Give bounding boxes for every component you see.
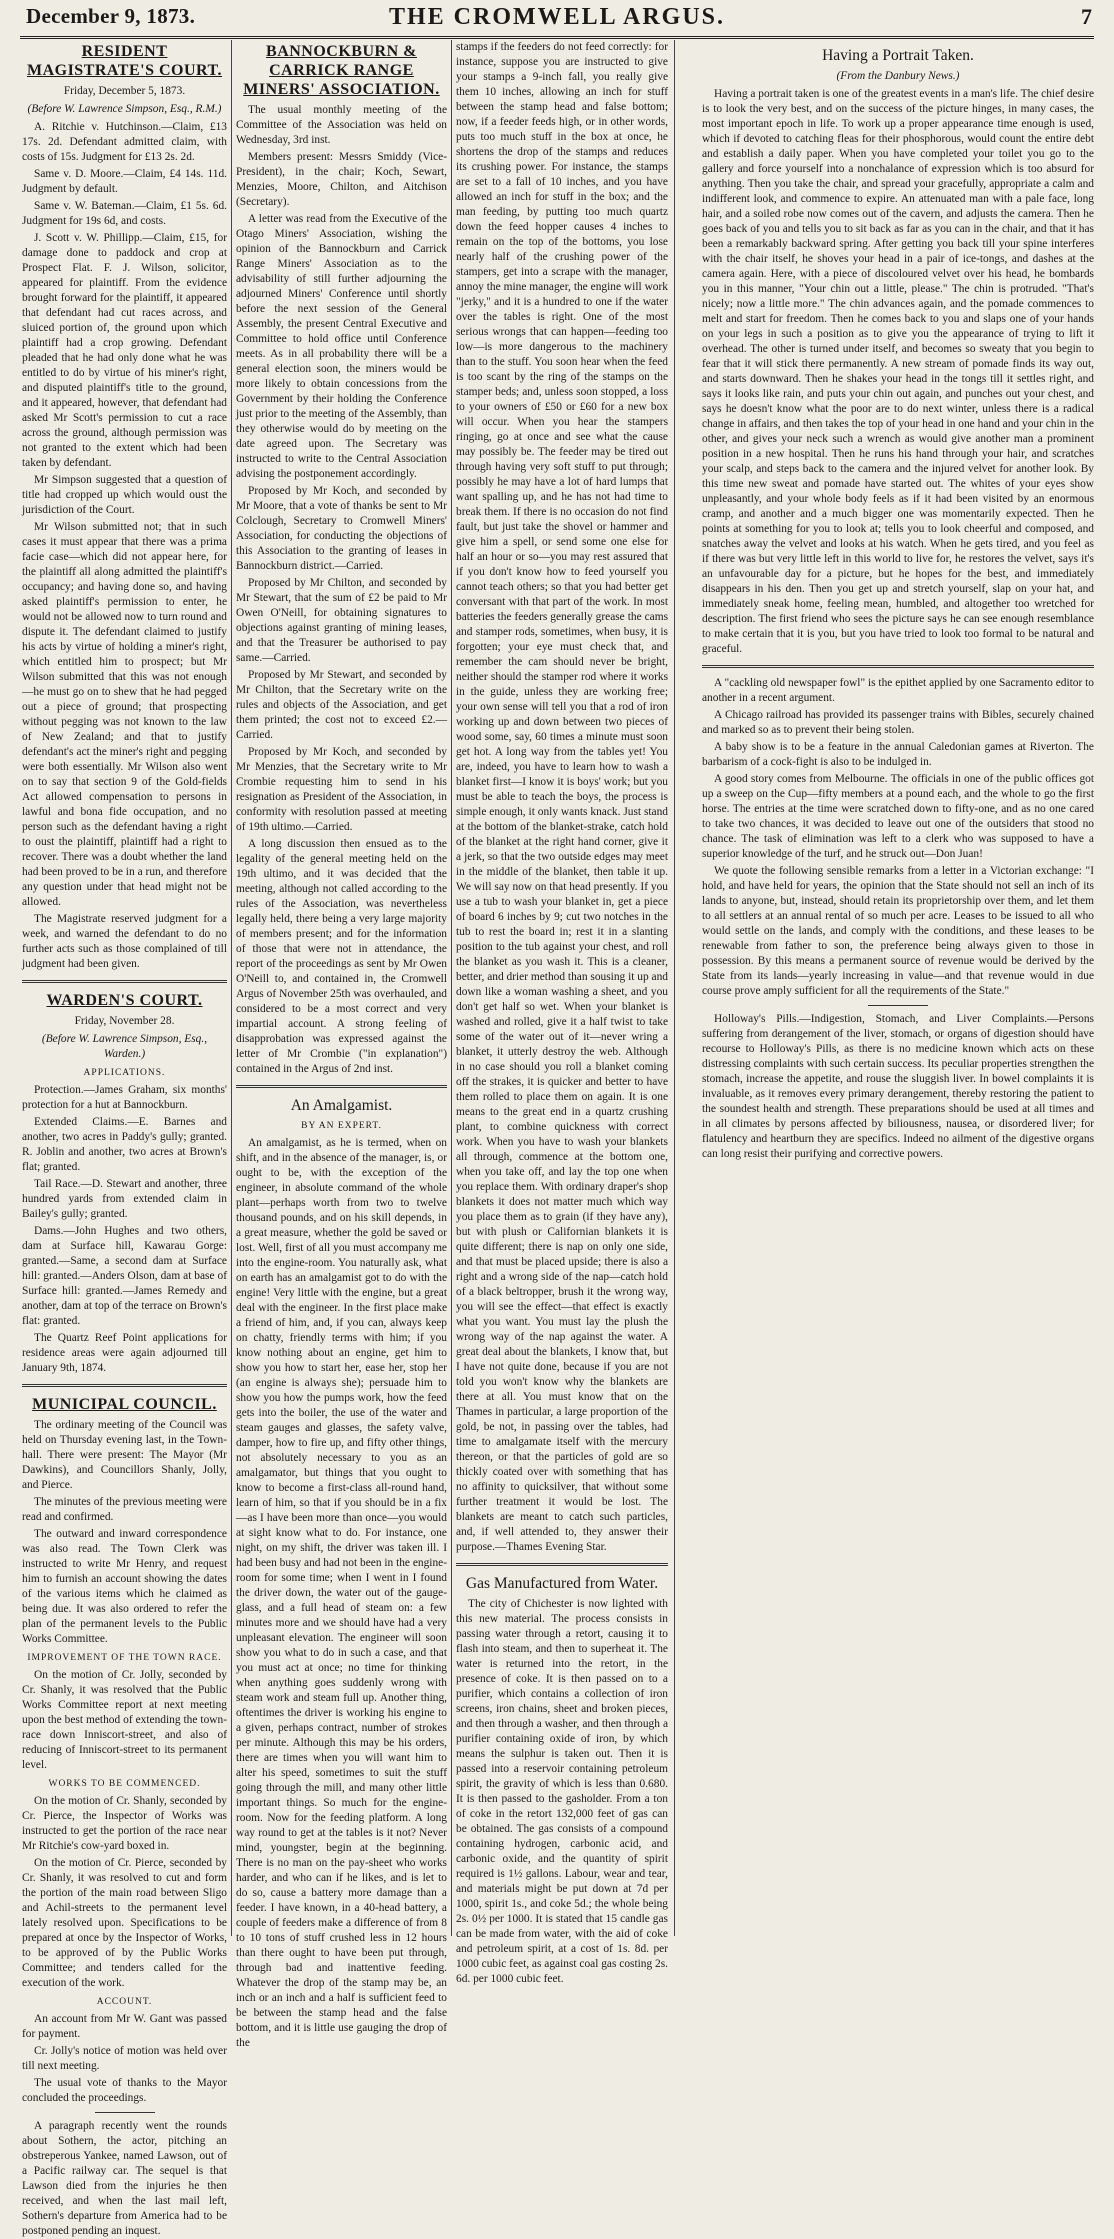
section-rule <box>22 1384 227 1387</box>
column-1 <box>22 40 227 2237</box>
paragraph: Same v. D. Moore.—Claim, £4 14s. 11d. Judgment by default. <box>22 168 227 195</box>
column-divider <box>231 40 232 1936</box>
paragraph: A paragraph recently went the rounds about Sothern, the actor, pitching an obstreperous Yankee, named Lawson, out of a Pacific railway car. The sequel is that Lawson died from the injuries he then received, and when the last mail left, Sothern's departure from America had to be postponed pending an inquest. <box>22 2120 227 2237</box>
paragraph: On the motion of Cr. Jolly, seconded by Cr. Shanly, it was resolved that the Public Works Committee report at next meeting upon the best method of extending the town-race down Inniscort-street, and also of reducing of Inniscort-street to its permanent level. <box>22 1669 227 1771</box>
rm-court-heading: RESIDENT MAGISTRATE'S COURT. <box>26 43 223 79</box>
paragraph: The Quartz Reef Point applications for residence areas were again adjourned till January 9th, 1874. <box>22 1332 227 1374</box>
column-divider <box>451 40 452 1936</box>
amalgamist-heading: An Amalgamist. <box>290 1097 393 1114</box>
paragraph: Same v. W. Bateman.—Claim, £1 5s. 6d. Judgment for 19s 6d, and costs. <box>22 200 227 227</box>
paragraph: Proposed by Mr Koch, and seconded by Mr Moore, that a vote of thanks be sent to Mr Colclough, Secretary to Cromwell Miners' Association, for conducting the objections of this Association to the granting of leases in Bannockburn district.—Carried. <box>236 485 447 572</box>
page-number: 7 <box>1081 4 1092 29</box>
paragraph: A "cackling old newspaper fowl" is the epithet applied by one Sacramento editor to another in a recent argument. <box>702 677 1094 704</box>
paragraph: A. Ritchie v. Hutchinson.—Claim, £13 17s. 2d. Defendant admitted claim, with costs of 15s. Judgment for £13 2s. 2d. <box>22 121 227 163</box>
paragraph: A baby show is to be a feature in the annual Caledonian games at Riverton. The barbarism of a cock-fight is also to be indulged in. <box>702 741 1094 768</box>
paragraph: Mr Wilson submitted not; that in such cases it must appear that there was a prima facie case—which did not appear here, for the plaintiff all along admitted the plaintiff's occupancy; and having done so, and having asked plaintiff's permission to enter, he would not be allowed now to turn round and dispute it. The defendant claimed to justify his acts by virtue of holding a miner's right, which entitled him to prospect; but Mr Wilson submitted that this was not enough—he must go on to shew that he had pegged out a piece of ground; that prospecting without pegging was not known to the law of New Zealand; and that to justify defendant's act the miner's right and pegging were both essentially. Mr Wilson also went on to say that section 9 of the Gold-fields Act allowed compensation to persons in lawful and bona fide occupation, and no person such as the defendant having a right to oust the plaintiff, plaintiff had a right to recover. There was a doubt whether the land had been proved to be in a run, and therefore any question under that head might not be allowed. <box>22 521 227 908</box>
paragraph: The city of Chichester is now lighted with this new material. The process consists in passing water through a retort, causing it to flash into steam, and then to superheat it. The water is returned into the retort, in the presence of coke. It is then passed on to a purifier, which contains a collection of iron screens, iron chains, sheet and broken pieces, and then through a washer, and then through a purifier containing oxide of iron, by which means the sulphur is taken out. Then it is passed into a reservoir containing petroleum spirit, the gravity of which is less than 0.680. It is then passed to the gasholder. From a ton of coke in the retort 132,000 feet of gas can be obtained. The gas consists of a compound containing hydrogen, carbonic acid, and carbonic oxide, and the quantity of spirit required is 1½ gallons. Labour, wear and tear, and materials might be put down at 7d per 1000, spirit 1s., and coke 5d.; the whole being 2s. 0½ per 1000. It is stated that 15 candle gas can be made from water, with the aid of coke and petroleum spirit, at a cost of 1s. 8d. per 1000 cubic feet, as against coal gas costing 2s. 6d. per 1000 cubic feet. <box>456 1598 668 1985</box>
portrait-heading: Having a Portrait Taken. <box>822 47 974 64</box>
paragraph: Extended Claims.—E. Barnes and another, two acres in Paddy's gully; granted. R. Joblin and another, two acres at Brown's flat; granted. <box>22 1116 227 1173</box>
applications-subheading: APPLICATIONS. <box>83 1068 166 1078</box>
issue-date: December 9, 1873. <box>26 4 196 28</box>
masthead <box>0 0 1114 44</box>
gas-heading: Gas Manufactured from Water. <box>465 1575 659 1592</box>
section-rule <box>22 980 227 983</box>
paragraph: Holloway's Pills.—Indigestion, Stomach, and Liver Complaints.—Persons suffering from derangement of the liver, stomach, or organs of digestion should have recourse to Holloway's Pills, as there is no medicine known which acts on these distressing complaints with such certain success. Its peculiar properties strengthen the stomach, increase the appetite, and rouse the sluggish liver. In bowel complaints it is invaluable, as it removes every primary derangement, thereby restoring the patient to the soundest health and strength. These preparations should be used at all times and in all climates by persons affected by biliousness, nausea, or disordered liver; for flatulency and heartburn they are specifics. Indeed no ailment of the digestive organs can long resist their purifying and corrective powers. <box>702 1013 1094 1160</box>
paragraph: Proposed by Mr Chilton, and seconded by Mr Stewart, that the sum of £2 be paid to Mr Owen O'Neill, for obtaining signatures to objections against granting of mining leases, and that the Treasurer be authorised to pay same.—Carried. <box>236 577 447 664</box>
paragraph: A Chicago railroad has provided its passenger trains with Bibles, securely chained and marked so as to prevent their being stolen. <box>702 709 1094 736</box>
paragraph: Tail Race.—D. Stewart and another, three hundred yards from extended claim in Bailey's gully; granted. <box>22 1178 227 1220</box>
paragraph: On the motion of Cr. Shanly, seconded by Cr. Pierce, the Inspector of Works was instructed to get the portion of the race near Mr Ritchie's cow-yard boxed in. <box>22 1795 227 1852</box>
paragraph: The outward and inward correspondence was also read. The Town Clerk was instructed to write Mr Henry, and request him to furnish an account showing the dates of the various items which he claimed as being due. It was also ordered to refer the plan of the permanent levels to the Public Works Committee. <box>22 1528 227 1645</box>
paragraph: J. Scott v. W. Phillipp.—Claim, £15, for damage done to paddock and crop at Prospect Flat. F. J. Wilson, solicitor, appeared for plaintiff. From the evidence brought forward for the plaintiff, it appeared that defendant had cut races across, and sluiced portion of, the ground upon which plaintiff had a crop growing. Defendant pleaded that he had only done what he was entitled to do by virtue of his miner's right, and disputed plaintiff's title to the ground, and it appeared, however, that defendant had asked Mr Scott's permission to cut a race across the ground, although permission was not granted to the extent which had been taken by defendant. <box>22 232 227 469</box>
amalgamist-byline: BY AN EXPERT. <box>301 1121 382 1131</box>
wardens-court-date: Friday, November 28. <box>74 1015 175 1027</box>
paragraph: The Magistrate reserved judgment for a week, and warned the defendant to do no further acts such as those complained of till judgment had been given. <box>22 913 227 970</box>
section-rule <box>236 1085 447 1088</box>
rm-court-before: (Before W. Lawrence Simpson, Esq., R.M.) <box>27 103 222 115</box>
masthead-rule <box>20 36 1094 39</box>
miners-association-heading: BANNOCKBURN & CARRICK RANGE MINERS' ASSOCIATION. <box>243 43 440 98</box>
paragraph: Members present: Messrs Smiddy (Vice-President), in the chair; Koch, Sewart, Menzies, Moore, Chilton, and Aitchison (Secretary). <box>236 151 447 208</box>
section-rule <box>702 665 1094 668</box>
town-race-subheading: IMPROVEMENT OF THE TOWN RACE. <box>27 1653 222 1663</box>
paragraph: stamps if the feeders do not feed correctly: for instance, suppose you are instructed to give your stamps a 9-inch fall, you really give them 10 inches, allowing an inch for stuff between the stamp head and false bottom; now, if a feeder feeds high, or in other words, puts too much stuff in the box at once, he shortens the drop of the stamps and reduces its crushing power. For instance, the stamps are set to a fall of 10 inches, and you have allowed an inch for stuff in the box; and the man feeding, by putting too much quartz down the feed hopper causes 4 inches to remain on the top of the bottoms, you lose nearly half of the crushing power of the stampers, get into a scrape with the manager, annoy the mine manager, the engine will work "jerky," and it is a hundred to one if the water over the tables is right. One of the most serious wrongs that can happen—feeding too low—is more dangerous to the machinery than to the stuff. You soon hear when the feed is too scant by the ring of the stamps on the stamper beds; and, unless soon stopped, a loss to your owners of £50 or £60 for a new box will occur. When you hear the stampers ringing, go at once and see what the cause may possibly be. The feeder may be tired out through having very soft stuff to put through; possibly he may have a lot of hard lumps that want spalling up, and he has not had time to break them. If there is no occasion do not find fault, but just take the shovel or hammer and give him a spell, or send some one else for half an hour or so—you may rest assured that if you don't know how to feed yourself you cannot teach others; so that you had better get conversant with that part of the work. In most batteries the feeders generally grease the cams and stamper rods, sometimes, when busy, it is forgotten; your eye must check that, and remember the cam should never be bright, neither should the stamper rod where it works in the guide, unless they are working free; your own sense will tell you that a rod of iron working up and down between two pieces of wood some, say, 60 times a minute must soon get hot. A long way from the tables yet! You are, indeed, you have to learn how to wash a blanket first—I know it is boys' work; but you must be able to teach the boys, the process is simple enough, it only wants knack. Just stand at the bottom of the blanket-strake, catch hold of the blanket at the right hand corner, give it a jerk, so that the two outside edges may meet in the middle of the blanket, then table it up. We will say now on that head presently. If you use a tub to wash your blanket in, get a piece of board 6 inches by 9; cut two notches in the tub to rest the board in; rest it in a slanting position to the tub against your chest, and roll the blanket as you wash it. This is a cleaner, better, and drier method than sousing it up and down like a woman washing a sheet, and you don't get half so wet. When your blanket is washed and rolled, give it a half twist to take some of the water out of it—never wring a blanket, it utterly destroy the web. Although in no case should you roll a blanket coming off the strakes, it is quicker and better to have them rolled to place them on again. It is one means to the great end in a quartz crushing plant, to combine quickness with correct work. When you have to wash your blankets all through, commence at the bottom one, when you take off, and lay the top one when you replace them. With ordinary draper's shop blankets it does not matter much which way you place them as to grain (if they have any), but with plush or Californian blankets it is quite different; there is nap on only one side, and that must be placed upside; there is also a right and a wrong side of the nap—catch hold of a black beltropper, brush it the wrong way, you will see the effect—that effect is exactly what you want. You must lay the plush the wrong way of the nap against the water. A great deal about the blankets, I know that, but I have not quite done, because if you are not told you won't know why the blankets are there at all. You must know that on the Thames in particular, a large proportion of the gold, be not, in passing over the tables, had time to amalgamate itself with the mercury thereon, or that the particles of gold are so thickly coated over with something that has no affinity to quicksilver, that without some further treatment it would be lost. The blankets are meant to catch such particles, and, if well attended to, they answer their purpose.—Thames Evening Star. <box>456 41 668 1553</box>
wardens-court-before: (Before W. Lawrence Simpson, Esq., Warden.) <box>41 1033 208 1060</box>
portrait-source: (From the Danbury News.) <box>836 70 960 82</box>
section-rule <box>456 1563 668 1566</box>
paragraph: Cr. Jolly's notice of motion was held over till next meeting. <box>22 2045 227 2072</box>
paragraph: Having a portrait taken is one of the greatest events in a man's life. The chief desire is to look the very best, and on the success of the picture hinges, in many cases, the most important epoch in life. To work up a proper appearance time enough is used, which if devoted to catching fleas for their phosphorous, would count the entire debt and establish a daily paper. When you have completed your toilet you go to the gallery and force yourself into a nonchalance of expression which is too absurd for anything. Then you take the chair, and spread your gracefully, appropriate a calm and indifferent look, and commence to expire. An attenuated man with a pale face, long hair, and a soiled robe now comes out of the cavern, and adjusts the camera. Then he goes back of you and tells you to sit back as far as you can in the chair, and that it has been a remarkably backward spring. After getting you back till your spine interferes with the chair itself, he shoves your head in a pair of ice-tongs, and dashes at the camera again. Here, with a piece of discoloured velvet over his head, he bombards you in this manner, "Your chin out a little, please." The chin is protruded. "That's nicely; now a little more." The chin advances again, and the pomade commences to melt and start for freedom. Then he comes back to you and slaps one of your hands on your legs in such a position as to give you the appearance of trying to lift it overhead. The other is turned under itself, and becomes so sweaty that you begin to fear that it will stick there permanently. A new stream of pomade finds its way out, and starts downward. Then he shakes your head in the tongs till it settles right, and says it looks like rain, and puts your chin out again, and punches out your chest, and says he doesn't know what the poor are to do next winter, unless there is a radical change in affairs, and then takes the top of your head in one hand and your chin in the other, and gives your neck such a wrench as would give another man a prominent position in a new hospital. Then he runs his hand through your hair, and scratches your scalp, and steps back to the camera and the injured velvet for another look. By this time new sweat and pomade have started out. The whites of your eyes show unpleasantly, and your whole body feels as if it had been visited by an enormous cramp, and another and a much bigger one was momentarily expected. Then he points at something for you to look at; tells you to look cheerful and composed, and snatches away the velvet and looks at his watch. When he gets tired, and you feel as if there was but very little left in this world to live for, he restores the velvet, says it's an unfavourable day for a picture, but he hopes for the best, and immediately disappears in his den. Then you get up and stretch yourself, slap on your hat, and immediately sneak home, feeling mean, humbled, and altogether too wretched for description. The first friend who sees the picture says he can see enough resemblance to make certain that it is you, but you have tried to look too formal to be natural and graceful. <box>702 88 1094 655</box>
paragraph: Dams.—John Hughes and two others, dam at Surface hill, Kawarau Gorge: granted.—Same, a second dam at Surface hill: granted.—Anders Olson, dam at base of Surface hill: granted.—James Remedy and another, dam at top of the terrace on Brown's flat: granted. <box>22 1225 227 1327</box>
paragraph: An amalgamist, as he is termed, when on shift, and in the absence of the manager, is, or ought to be, with the exception of the engineer, in absolute command of the whole plant—perhaps worth from two to twelve thousand pounds, and on his skill depends, in a great measure, whether the gold be saved or lost. Well, first of all you must accompany me into the engine-room. You naturally ask, what on earth has an amalgamist got to do with the engine! Very little with the engine, but a great deal with the engineer. In the first place make a friend of him, and, if you can, always keep on chatty, friendly terms with him; if you know nothing about an engine, get him to show you how to start her, ease her, stop her (an engine is always she); persuade him to show you how the pumps work, how the feed gets into the boiler, the use of the water and steam gauges and glasses, the safety valve, damper, how to fire up, and fifty other things, not absolutely necessary to you as an amalgamator, but things that you ought to know to become a first-class all-round hand, learn of him, so that if you should be in a fix—as I have been more than once—you would at sight know what to do. For instance, one night, on my shift, the driver was taken ill. I had been busy and had not been in the engine-room for some time; when I went in I found the driver down, the water out of the gauge-glass, and a full head of steam on: a few minutes more and we should have had a very unpleasant elevation. The engineer will soon show you what to do in such a case, and that you must act at once; no time for thinking when anything goes suddenly wrong with steam work and steam full up. Another thing, oftentimes the driver is working his engine to a given, perhaps contract, number of strokes per minute. Although this may be his orders, there are times when you will want him to alter his speed, sometimes to suit the stuff going through the mill, and many other little important things. So much for the engine-room. Now for the feeding platform. A long way round to get at the tables is it not? Never mind, youngster, begin at the beginning. There is no man on the pay-sheet who works harder, and who can if he likes, and is let to do so, cause a battery more damage than a feeder. I have known, in a 40-head battery, a couple of feeders make a difference of from 8 to 10 tons of stuff crushed less in 12 hours than there ought to have been put through, through bad and inattentive feeding. Whatever the drop of the stamp may be, an inch or an inch and a half is sufficient feed to be between the stamp head and the false bottom, and it is little use gauging the drop of the <box>236 1137 447 2049</box>
paragraph: Proposed by Mr Stewart, and seconded by Mr Chilton, that the Secretary write on the rules and objects of the Association, and get them printed; the cost not to exceed £2.—Carried. <box>236 669 447 741</box>
column-3 <box>456 40 668 1985</box>
paragraph: We quote the following sensible remarks from a letter in a Victorian exchange: "I hold, and have held for years, the opinion that the State should not sell an inch of its lands to anyone, but, instead, should retain its proprietorship over them, and let them to all settlers at an annual rental of so much per acre. Leases to be issued to all who would settle on the lands, and comply with the conditions, and these leases to be renewable from father to son, the preference being always given to those in possession. By this means a permanent source of revenue would be derived by the State from its lands—yearly increasing in value—and that revenue would in due course prove amply sufficient for all the requirements of the State." <box>702 865 1094 997</box>
paragraph: Protection.—James Graham, six months' protection for a hut at Bannockburn. <box>22 1084 227 1111</box>
column-4 <box>702 40 1094 1938</box>
paragraph: The usual monthly meeting of the Committee of the Association was held on Wednesday, 3rd inst. <box>236 104 447 146</box>
paragraph: A long discussion then ensued as to the legality of the general meeting held on the 19th ultimo, and it was decided that the meeting, although not called according to the rules of the Association, was nevertheless legally held, there being a very large majority of members present; and for the information of those that were not in attendance, the report of the proceedings as sent by Mr Owen O'Neill to, and contained in, the Cromwell Argus of November 25th was overhauled, and considered to be a most correct and very impartial account. A strong feeling of disapprobation was expressed against the letter of Mr Crombie ("in explanation") contained in the Argus of 2nd inst. <box>236 838 447 1075</box>
works-subheading: WORKS TO BE COMMENCED. <box>48 1779 201 1789</box>
paragraph: On the motion of Cr. Pierce, seconded by Cr. Shanly, it was resolved to cut and form the portion of the main road between Sligo and Achil-streets to the permanent level lately resolved upon. Specifications to be prepared at once by the Inspector of Works, to be approved of by the Public Works Committee; and tenders called for the execution of the work. <box>22 1857 227 1989</box>
column-2 <box>236 40 447 2049</box>
column-divider <box>674 40 675 1936</box>
account-subheading: ACCOUNT. <box>96 1997 153 2007</box>
item-separator <box>95 2112 155 2113</box>
paragraph: The minutes of the previous meeting were read and confirmed. <box>22 1496 227 1523</box>
paragraph: The ordinary meeting of the Council was held on Thursday evening last, in the Town-hall. There were present: The Mayor (Mr Dawkins), and Councillors Shanly, Jolly, and Pierce. <box>22 1419 227 1491</box>
item-separator <box>868 1005 928 1006</box>
municipal-council-heading: MUNICIPAL COUNCIL. <box>32 1396 217 1413</box>
paragraph: An account from Mr W. Gant was passed for payment. <box>22 2013 227 2040</box>
paragraph: A good story comes from Melbourne. The officials in one of the public offices got up a sweep on the Cup—fifty members at a pound each, and the whole to go the first horse. The entries at the time were scratched down to fifty-one, and as no one cared to take two chances, it was decided to leave out one of the outsiders that stood no chance. The task of elimination was left to a clerk who was supposed to have a superior knowledge of the turf, and he struck out—Don Juan! <box>702 773 1094 860</box>
paragraph: Proposed by Mr Koch, and seconded by Mr Menzies, that the Secretary write to Mr Crombie requesting him to send in his resignation as President of the Association, in conformity with resolution passed at meeting of 19th ultimo.—Carried. <box>236 746 447 833</box>
paragraph: A letter was read from the Executive of the Otago Miners' Association, wishing the opinion of the Bannockburn and Carrick Range Miners' Association as to the advisability of still further adjourning the adjourned Miners' Conference until shortly before the next session of the General Assembly, the present Central Executive and Committee to hold office until Conference meets. As in all probability there will be a general election soon, the miners would be more likely to obtain concessions from the Government by their holding the Conference just prior to the meeting of the Assembly, than they otherwise would do by meeting on the date agreed upon. The Secretary was instructed to write to the Central Association advising the postponement accordingly. <box>236 213 447 480</box>
paragraph: The usual vote of thanks to the Mayor concluded the proceedings. <box>22 2077 227 2104</box>
paragraph: Mr Simpson suggested that a question of title had cropped up which would oust the jurisdiction of the Court. <box>22 474 227 516</box>
newspaper-title: THE CROMWELL ARGUS. <box>388 4 726 30</box>
wardens-court-heading: WARDEN'S COURT. <box>46 992 203 1009</box>
rm-court-date: Friday, December 5, 1873. <box>63 85 186 97</box>
